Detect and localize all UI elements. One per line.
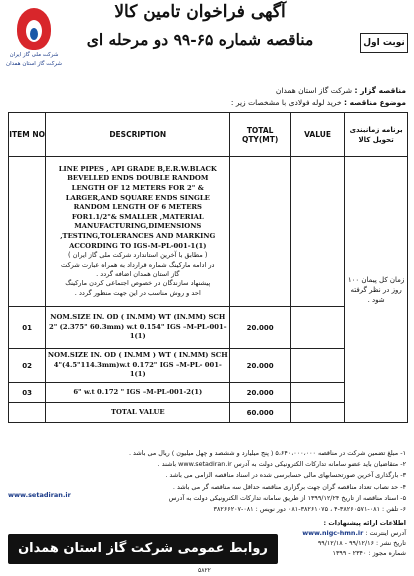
item-quantity: 20.000 [230, 307, 291, 349]
website-row [276, 528, 406, 538]
desc-fa-line: پیشنهاد سازندگان در خصوص اجتماعی کردن مارکینگ [65, 279, 211, 288]
item-value [290, 383, 344, 403]
item-description: NOM.SIZE IN. OD ( IN.MM) WT (IN.MM) SCH 2" (2.375" 60.3mm) w.t 0.154" IGS –M-PL-001-1(1) [46, 307, 230, 349]
item-value [290, 349, 344, 383]
desc-line: MANUFACTURING,DIMENSIONS [74, 222, 202, 231]
publish-date: تاریخ نشر : ۹۹/۱۲/۱۶ - ۹۹/۱۲/۱۸ [317, 539, 406, 547]
desc-line: LENGTH OF 12 METERS FOR 2" & [71, 184, 204, 192]
delivery-schedule: زمان کل پیمان ۱۰۰ روز در نظر گرفته شود . [345, 157, 408, 423]
header-schedule: برنامه زمانبندی تحویل کالا [345, 113, 408, 157]
desc-line: FOR1.1/2"& SMALLER ,MATERIAL [71, 212, 204, 221]
item-number: 01 [9, 307, 46, 349]
tender-subject-value: خرید لوله فولادی با مشخصات زیر : [230, 98, 342, 107]
public-relations-banner: روابط عمومی شرکت گاز استان همدان [8, 534, 278, 564]
item-number: 02 [9, 349, 46, 383]
note-item: ۱- مبلغ تضمین شرکت در مناقصه ۵،۶۴۰،۰۰۰،۰۰۰ ( پنج میلیارد و ششصد و چهل میلیون ) ریال می باشد . [128, 449, 406, 457]
table-row-intro [9, 157, 408, 307]
setadiran-link[interactable]: www.setadiran.ir [8, 491, 71, 499]
total-empty-cell [9, 403, 46, 423]
desc-line: ,TESTING,TOLERANCES AND MARKING [60, 231, 216, 240]
contact-label: اطلاعات ارائه پیشنهادات : [323, 519, 406, 527]
item-quantity: 20.000 [230, 349, 291, 383]
website-label: آدرس اینترنت : [365, 529, 406, 537]
company-logo [4, 8, 64, 86]
intro-qty-cell [230, 157, 291, 307]
header-value: VALUE [290, 113, 344, 157]
footer-number: ۵۸۲۲ [198, 567, 211, 574]
contact-block [276, 518, 406, 558]
intro-item-cell [9, 157, 46, 307]
desc-line: ACCORDING TO IGS-M-PL-001-1(1) [69, 241, 207, 250]
total-value [290, 403, 344, 423]
total-quantity: 60.000 [230, 403, 291, 423]
desc-fa-line: در ادامه مارکینگ شماره قرارداد به همراه عبارت شرکت [61, 260, 215, 269]
desc-fa-line: احد و روش مناسب در این جهت منظور گردد . [74, 288, 201, 297]
tender-subject [26, 98, 406, 107]
note-item: ۲- متقاضیان باید عضو سامانه تدارکات الکترونیکی دولت به آدرس www.setadiran.ir باشند . [157, 460, 406, 469]
desc-line: RANDOM LENGTH OF 6 METERS [73, 203, 202, 212]
tender-organizer [26, 86, 406, 95]
item-number: 03 [9, 383, 46, 403]
note-item: ۳- بارگذاری آخرین صورتحسابهای مالی حسابرسی شده در اسناد مناقصه الزامی می باشد . [165, 471, 406, 480]
header-item-no: ITEM NO [9, 113, 46, 157]
flame-icon [17, 8, 51, 50]
intro-value-cell [290, 157, 344, 307]
item-value [290, 307, 344, 349]
tender-number: مناقصه شماره ۶۵-۹۹ دو مرحله ای [86, 30, 314, 49]
logo-caption-1: شرکت ملی گاز ایران [9, 52, 59, 58]
note-item: ۵- اسناد مناقصه از تاریخ ۱۳۹۹/۱۲/۲۴ از طریق سامانه تدارکات الکترونیکی دولت به آدرس [168, 493, 406, 502]
desc-fa-line: ( مطابق با آخرین استاندارد شرکت ملی گاز ایران ) [68, 251, 208, 260]
desc-line: LINE PIPES , API GRADE B,E.R.W.BLACK [58, 164, 217, 173]
item-quantity: 20.000 [230, 383, 291, 403]
desc-line: BEVELLED ENDS DOUBLE RANDOM [67, 174, 209, 183]
intro-description [46, 157, 230, 307]
tender-organizer-label: مناقصه گزار : [354, 86, 406, 95]
edition-badge: نوبت اول [360, 33, 408, 53]
total-label: TOTAL VALUE [46, 403, 230, 423]
item-description: NOM.SIZE IN. OD ( IN.MM ) WT ( IN.MM) SCH 4"(4.5"114.3mm)w.t 0.172" IGS –M-PL- 001-1(1) [46, 349, 230, 383]
notes-list [6, 448, 406, 515]
items-table [8, 112, 408, 423]
note-item: ۴- حد نصاب تعداد مناقصه گران جهت برگزاری مناقصه حداقل سه مناقصه گر می باشد . [172, 482, 406, 491]
permit-number: شماره مجوز : ۲۳۴۰ - ۱۳۹۹ [332, 549, 406, 557]
table-header-row [9, 113, 408, 157]
header-total-qty: TOTAL QTY(MT) [230, 113, 291, 157]
item-description: 6" w.t 0.172 " IGS –M-PL-001-2(1) [46, 383, 230, 403]
desc-line: LARGER,AND SQUARE ENDS SINGLE [65, 193, 210, 202]
tender-subject-label: موضوع مناقصه : [343, 98, 406, 107]
logo-caption-2: شرکت گاز استان همدان [6, 61, 62, 67]
header-description: DESCRIPTION [46, 113, 230, 157]
desc-fa-line: گاز استان همدان اضافه گردد . [96, 269, 180, 278]
website-link[interactable]: www.nigc-hmn.ir [302, 529, 364, 537]
note-item: ۶- تلفن : ۰۸۱-۳۸۲۶۰۵۷۱-۴ ، ۳۸۲۶۱۰۷۵-۰۸۱ دور نویس : ۰۸۱-۳۸۲۶۶۲۰۷ [213, 505, 406, 514]
tender-organizer-value: شرکت گاز استان همدان [275, 86, 353, 95]
notice-title: آگهی فراخوان تامین کالا [114, 2, 286, 22]
